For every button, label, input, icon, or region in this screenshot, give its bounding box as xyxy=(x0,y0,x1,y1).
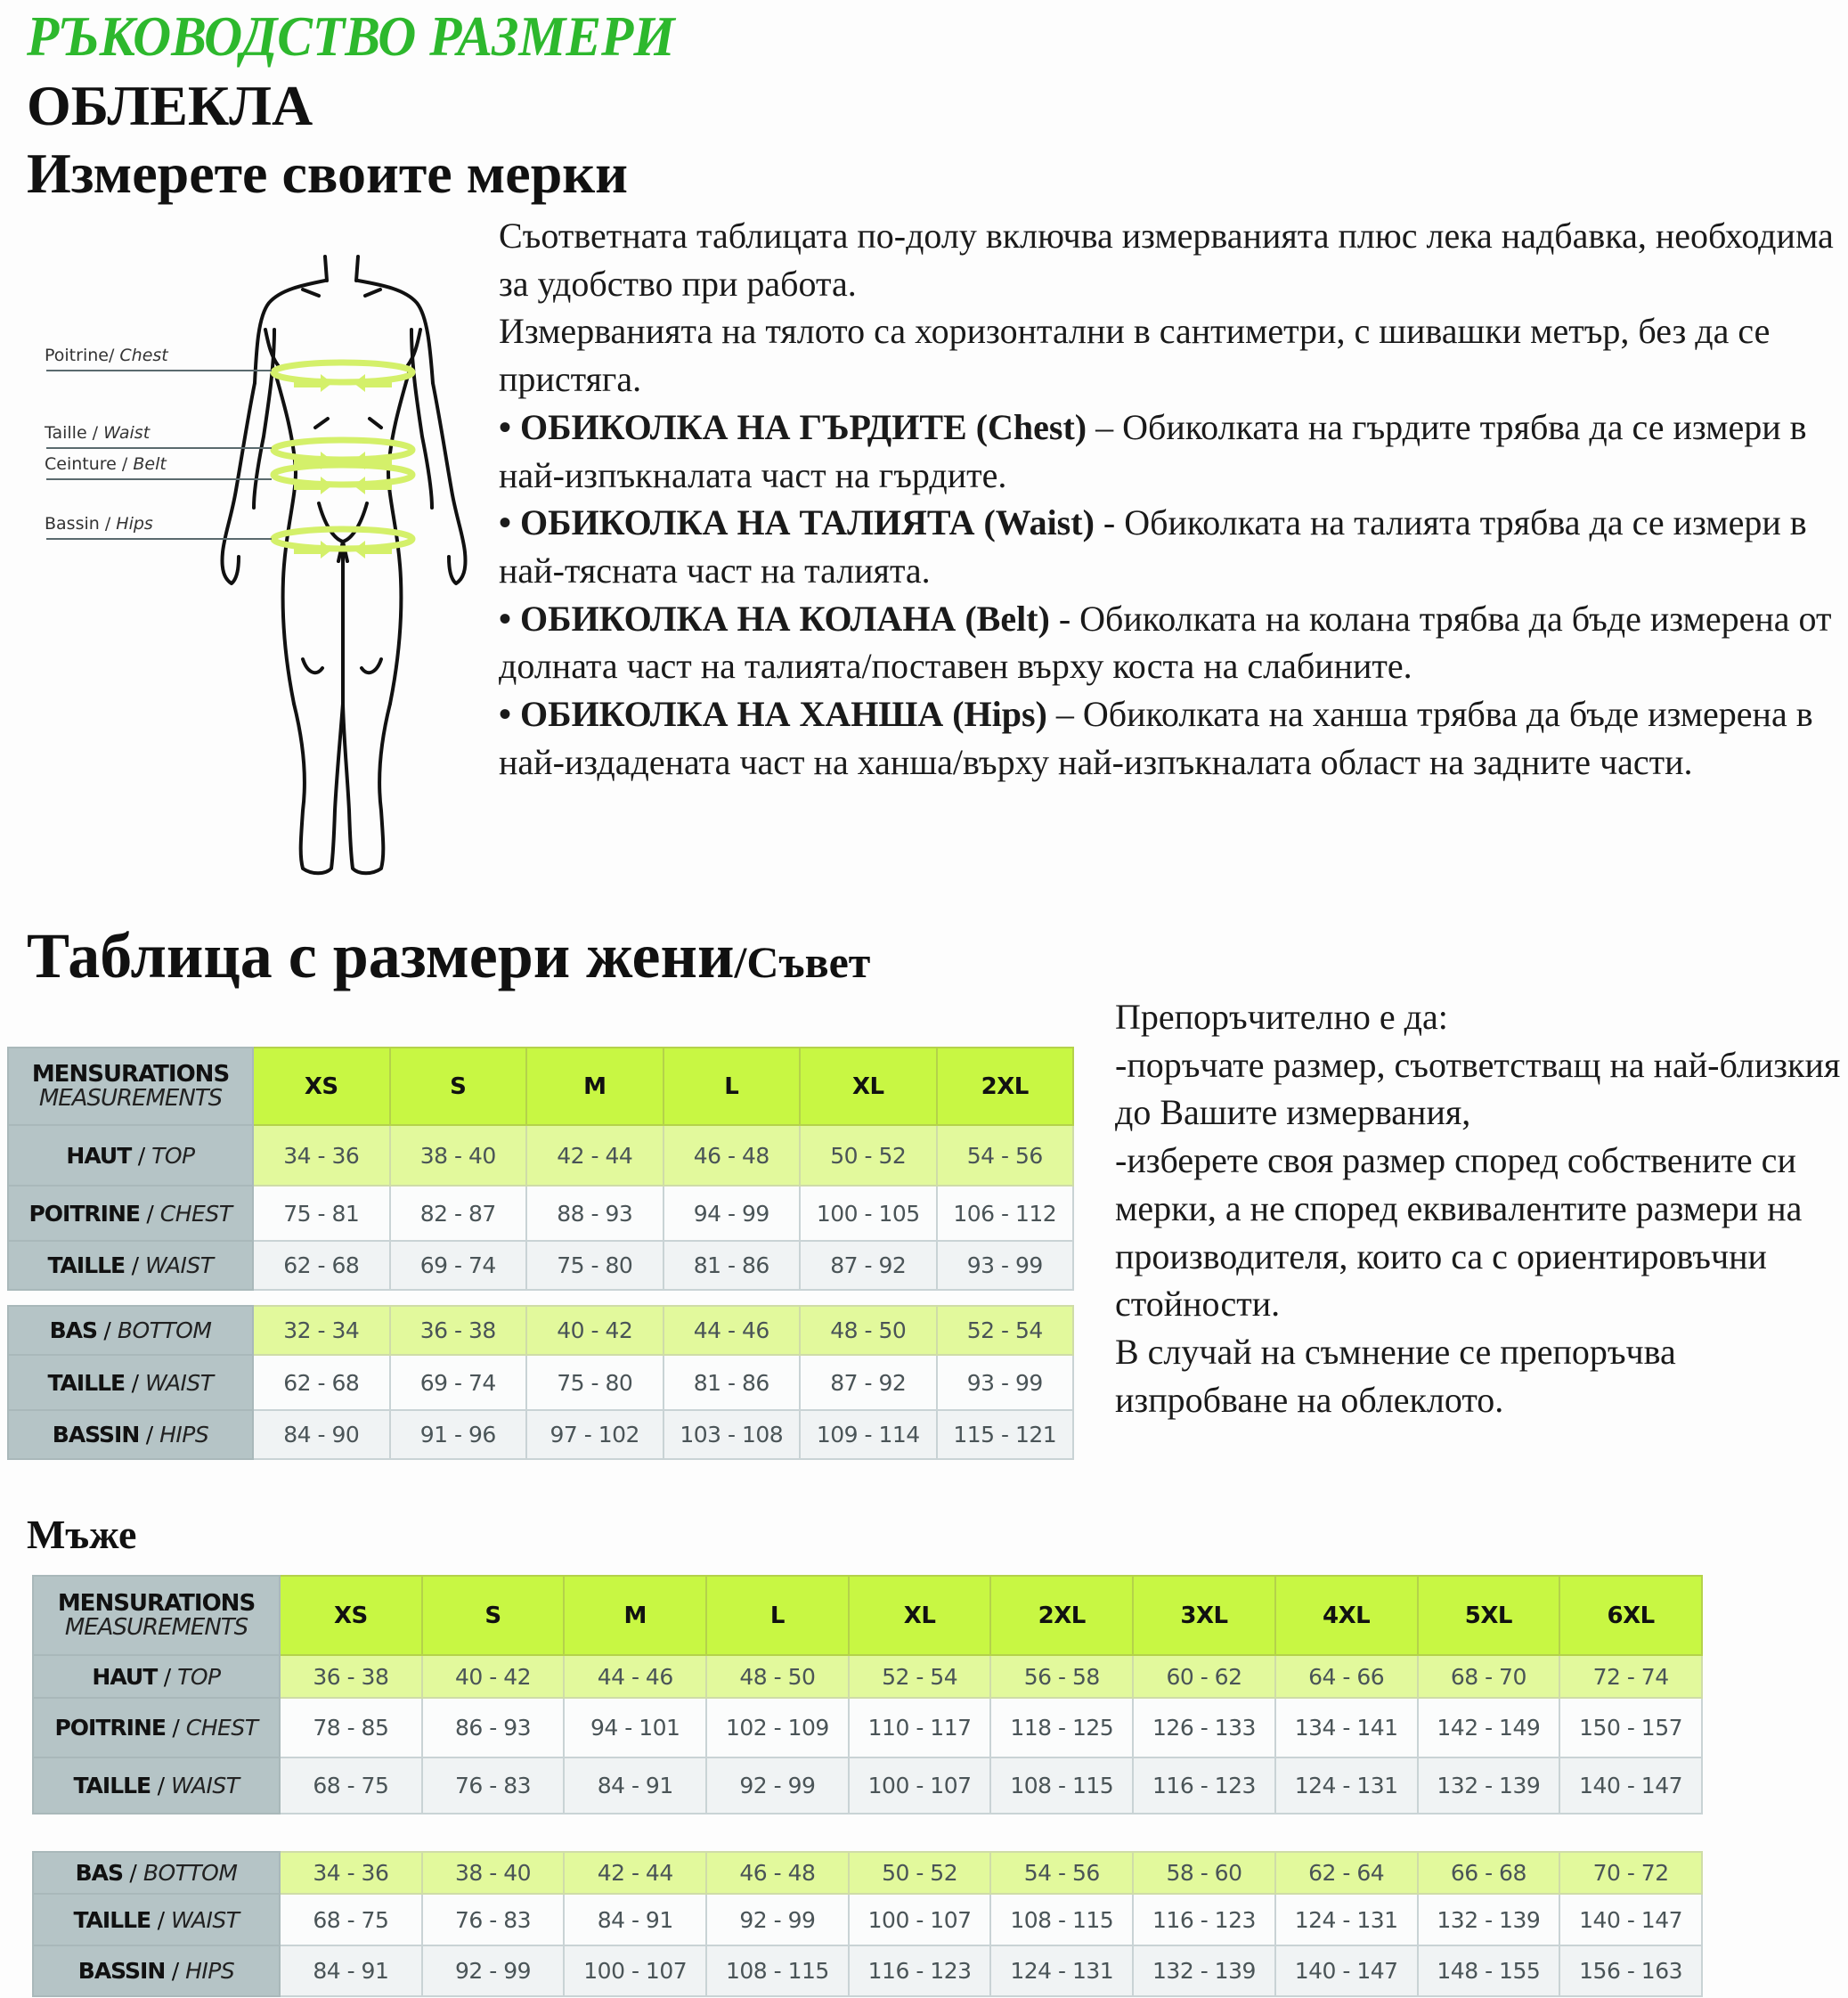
table-cell: 108 - 115 xyxy=(706,1945,849,1996)
table-cell: 84 - 91 xyxy=(280,1945,422,1996)
header-label-en: MEASUREMENTS xyxy=(38,1084,223,1112)
table-cell: 70 - 72 xyxy=(1559,1852,1702,1894)
table-cell: 109 - 114 xyxy=(800,1410,937,1459)
size-header-2xl: 2XL xyxy=(937,1048,1074,1125)
table-cell: 66 - 68 xyxy=(1418,1852,1560,1894)
row-label-fr: HAUT xyxy=(92,1663,158,1690)
table-cell: 46 - 48 xyxy=(706,1852,849,1894)
table-cell: 118 - 125 xyxy=(990,1698,1133,1757)
belt-label: Ceinture / Belt xyxy=(45,454,167,474)
table-cell: 34 - 36 xyxy=(253,1125,390,1186)
size-header-xs: XS xyxy=(280,1576,422,1655)
women-size-table-top xyxy=(7,1047,1074,1291)
row-label-separator: / xyxy=(131,1142,152,1169)
table-cell: 62 - 68 xyxy=(253,1241,390,1290)
row-label xyxy=(8,1410,253,1459)
row-label-en: BOTTOM xyxy=(117,1317,212,1343)
table-cell: 50 - 52 xyxy=(849,1852,991,1894)
table-row-top xyxy=(8,1125,1073,1186)
table-cell: 88 - 93 xyxy=(526,1186,663,1241)
table-cell: 84 - 90 xyxy=(253,1410,390,1459)
row-label-en: WAIST xyxy=(170,1773,240,1798)
table-cell: 116 - 123 xyxy=(849,1945,991,1996)
row-label-fr: TAILLE xyxy=(73,1773,151,1798)
table-row-waist xyxy=(8,1355,1073,1410)
women-size-table-bottom xyxy=(7,1305,1074,1460)
table-cell: 132 - 139 xyxy=(1133,1945,1275,1996)
table-cell: 44 - 46 xyxy=(663,1306,801,1355)
advice-line: В случай на съмнение се препоръчва изпробване на облеклото. xyxy=(1115,1331,1676,1420)
table-row-hips xyxy=(8,1410,1073,1459)
table-cell: 115 - 121 xyxy=(937,1410,1074,1459)
row-label xyxy=(8,1241,253,1290)
table-row-chest xyxy=(33,1698,1702,1757)
table-row-bottom xyxy=(8,1306,1073,1355)
women-size-table-title: Таблица с размери жени/Съвет xyxy=(27,920,871,991)
intro-paragraph-2: Измерванията на тялото са хоризонтални в сантиметри, с шивашки метър, без да се пристяга. xyxy=(499,311,1771,400)
header-label-fr: MENSURATIONS xyxy=(57,1589,256,1617)
table-row-waist xyxy=(33,1894,1702,1945)
table-cell: 42 - 44 xyxy=(564,1852,706,1894)
row-label-en: CHEST xyxy=(159,1200,232,1227)
advice-line: Препоръчително е да: xyxy=(1115,997,1448,1037)
size-header-s: S xyxy=(422,1576,565,1655)
row-label xyxy=(33,1894,280,1945)
table-cell: 82 - 87 xyxy=(390,1186,527,1241)
hips-label: Bassin / Hips xyxy=(45,514,153,534)
table-cell: 75 - 80 xyxy=(526,1355,663,1410)
row-label-fr: BASSIN xyxy=(52,1422,140,1448)
row-label-separator: / xyxy=(157,1663,178,1690)
table-cell: 75 - 81 xyxy=(253,1186,390,1241)
table-cell: 36 - 38 xyxy=(390,1306,527,1355)
table-cell: 40 - 42 xyxy=(526,1306,663,1355)
row-label-fr: POITRINE xyxy=(54,1715,166,1741)
size-header-row xyxy=(33,1576,1702,1655)
table-cell: 100 - 107 xyxy=(849,1757,991,1814)
table-cell: 100 - 105 xyxy=(800,1186,937,1241)
table-cell: 102 - 109 xyxy=(706,1698,849,1757)
row-label-en: BOTTOM xyxy=(142,1860,238,1886)
table-cell: 78 - 85 xyxy=(280,1698,422,1757)
table-cell: 140 - 147 xyxy=(1275,1945,1418,1996)
size-header-xs: XS xyxy=(253,1048,390,1125)
row-label-fr: BAS xyxy=(75,1860,123,1886)
row-label-separator: / xyxy=(122,1860,143,1886)
table-cell: 48 - 50 xyxy=(800,1306,937,1355)
human-body-outline-icon xyxy=(36,241,481,891)
table-cell: 94 - 99 xyxy=(663,1186,801,1241)
table-cell: 64 - 66 xyxy=(1275,1655,1418,1698)
table-cell: 148 - 155 xyxy=(1418,1945,1560,1996)
row-label-separator: / xyxy=(165,1715,186,1741)
table-cell: 116 - 123 xyxy=(1133,1757,1275,1814)
row-label-fr: TAILLE xyxy=(47,1252,126,1278)
table-cell: 140 - 147 xyxy=(1559,1894,1702,1945)
table-cell: 106 - 112 xyxy=(937,1186,1074,1241)
table-cell: 84 - 91 xyxy=(564,1757,706,1814)
table-cell: 32 - 34 xyxy=(253,1306,390,1355)
hips-instruction: • ОБИКОЛКА НА ХАНША (Hips) – Обиколката на ханша трябва да бъде измерена в най-издадената част на ханша/върху най-изпъкналата област на задните части. xyxy=(499,694,1813,782)
row-label-en: WAIST xyxy=(144,1369,214,1396)
row-label-en: HIPS xyxy=(159,1422,209,1448)
measurements-header-cell xyxy=(8,1048,253,1125)
size-header-xl: XL xyxy=(849,1576,991,1655)
chest-instruction: • ОБИКОЛКА НА ГЪРДИТЕ (Chest) – Обиколката на гърдите трябва да се измери в най-изпъкналата част на гърдите. xyxy=(499,406,1807,495)
table-cell: 116 - 123 xyxy=(1133,1894,1275,1945)
row-label-en: CHEST xyxy=(185,1715,258,1741)
table-cell: 72 - 74 xyxy=(1559,1655,1702,1698)
table-cell: 108 - 115 xyxy=(990,1757,1133,1814)
row-label-fr: BASSIN xyxy=(77,1958,166,1984)
table-cell: 54 - 56 xyxy=(990,1852,1133,1894)
waist-instruction: • ОБИКОЛКА НА ТАЛИЯТА (Waist) - Обиколката на талията трябва да се измери в най-тясната част на талията. xyxy=(499,502,1807,591)
row-label-fr: BAS xyxy=(49,1317,97,1343)
table-cell: 87 - 92 xyxy=(800,1355,937,1410)
men-size-table-bottom xyxy=(32,1851,1703,1997)
table-row-waist xyxy=(8,1241,1073,1290)
table-cell: 93 - 99 xyxy=(937,1241,1074,1290)
table-row-bottom xyxy=(33,1852,1702,1894)
size-advice xyxy=(1115,993,1845,1423)
size-header-l: L xyxy=(663,1048,801,1125)
row-label-fr: TAILLE xyxy=(47,1369,126,1396)
table-cell: 100 - 107 xyxy=(849,1894,991,1945)
table-cell: 94 - 101 xyxy=(564,1698,706,1757)
intro-paragraph-1: Съответната таблицата по-долу включва измерванията плюс лека надбавка, необходима за удобство при работа. xyxy=(499,216,1834,304)
row-label-en: HIPS xyxy=(185,1958,235,1984)
table-cell: 134 - 141 xyxy=(1275,1698,1418,1757)
table-row-chest xyxy=(8,1186,1073,1241)
table-cell: 50 - 52 xyxy=(800,1125,937,1186)
chest-label: Poitrine/ Chest xyxy=(45,346,168,365)
table-cell: 97 - 102 xyxy=(526,1410,663,1459)
row-label-separator: / xyxy=(139,1200,160,1227)
table-row-waist xyxy=(33,1757,1702,1814)
table-cell: 52 - 54 xyxy=(937,1306,1074,1355)
table-row-hips xyxy=(33,1945,1702,1996)
table-cell: 100 - 107 xyxy=(564,1945,706,1996)
table-cell: 156 - 163 xyxy=(1559,1945,1702,1996)
row-label-separator: / xyxy=(96,1317,118,1343)
size-header-5xl: 5XL xyxy=(1418,1576,1560,1655)
table-cell: 62 - 64 xyxy=(1275,1852,1418,1894)
table-cell: 91 - 96 xyxy=(390,1410,527,1459)
header-label-fr: MENSURATIONS xyxy=(31,1060,230,1088)
table-cell: 40 - 42 xyxy=(422,1655,565,1698)
belt-instruction: • ОБИКОЛКА НА КОЛАНА (Belt) - Обиколката на колана трябва да бъде измерена от долната част на талията/поставен върху коста на слабините. xyxy=(499,598,1832,687)
size-header-m: M xyxy=(564,1576,706,1655)
row-label xyxy=(33,1655,280,1698)
size-header-m: M xyxy=(526,1048,663,1125)
table-cell: 68 - 75 xyxy=(280,1757,422,1814)
advice-line: -изберете своя размер според собствените си мерки, а не според еквивалентите размери на производителя, които са с ориентировъчни стойности. xyxy=(1115,1140,1803,1325)
row-label-separator: / xyxy=(165,1958,186,1984)
size-header-s: S xyxy=(390,1048,527,1125)
table-cell: 126 - 133 xyxy=(1133,1698,1275,1757)
table-cell: 42 - 44 xyxy=(526,1125,663,1186)
advice-line: -поръчате размер, съответстващ на най-близкия до Вашите измервания, xyxy=(1115,1044,1841,1133)
table-cell: 76 - 83 xyxy=(422,1757,565,1814)
size-header-row xyxy=(8,1048,1073,1125)
table-cell: 110 - 117 xyxy=(849,1698,991,1757)
row-label-en: WAIST xyxy=(144,1252,214,1278)
row-label-en: TOP xyxy=(177,1663,221,1690)
table-cell: 103 - 108 xyxy=(663,1410,801,1459)
table-cell: 69 - 74 xyxy=(390,1355,527,1410)
table-cell: 124 - 131 xyxy=(1275,1757,1418,1814)
table-cell: 44 - 46 xyxy=(564,1655,706,1698)
table-cell: 34 - 36 xyxy=(280,1852,422,1894)
table-cell: 87 - 92 xyxy=(800,1241,937,1290)
measurement-instructions xyxy=(499,212,1835,786)
table-cell: 132 - 139 xyxy=(1418,1894,1560,1945)
table-cell: 84 - 91 xyxy=(564,1894,706,1945)
row-label xyxy=(33,1852,280,1894)
guide-title: РЪКОВОДСТВО РАЗМЕРИ xyxy=(27,4,675,68)
table-cell: 76 - 83 xyxy=(422,1894,565,1945)
header-label-en: MEASUREMENTS xyxy=(64,1613,248,1641)
row-label xyxy=(33,1945,280,1996)
size-header-6xl: 6XL xyxy=(1559,1576,1702,1655)
size-header-2xl: 2XL xyxy=(990,1576,1133,1655)
table-cell: 62 - 68 xyxy=(253,1355,390,1410)
table-cell: 124 - 131 xyxy=(1275,1894,1418,1945)
table-cell: 150 - 157 xyxy=(1559,1698,1702,1757)
men-size-table-title: Мъже xyxy=(27,1512,137,1557)
table-cell: 108 - 115 xyxy=(990,1894,1133,1945)
table-cell: 75 - 80 xyxy=(526,1241,663,1290)
row-label xyxy=(8,1125,253,1186)
table-cell: 38 - 40 xyxy=(422,1852,565,1894)
table-cell: 46 - 48 xyxy=(663,1125,801,1186)
table-cell: 132 - 139 xyxy=(1418,1757,1560,1814)
row-label xyxy=(33,1698,280,1757)
table-cell: 68 - 70 xyxy=(1418,1655,1560,1698)
measurements-header-cell xyxy=(33,1576,280,1655)
table-cell: 93 - 99 xyxy=(937,1355,1074,1410)
table-cell: 38 - 40 xyxy=(390,1125,527,1186)
row-label-separator: / xyxy=(151,1906,171,1933)
row-label-fr: TAILLE xyxy=(73,1906,151,1933)
table-cell: 92 - 99 xyxy=(706,1757,849,1814)
men-size-table-top xyxy=(32,1575,1703,1815)
table-cell: 36 - 38 xyxy=(280,1655,422,1698)
row-label xyxy=(8,1306,253,1355)
row-label-separator: / xyxy=(125,1252,145,1278)
table-cell: 92 - 99 xyxy=(706,1894,849,1945)
table-cell: 140 - 147 xyxy=(1559,1757,1702,1814)
table-cell: 52 - 54 xyxy=(849,1655,991,1698)
table-cell: 54 - 56 xyxy=(937,1125,1074,1186)
table-cell: 60 - 62 xyxy=(1133,1655,1275,1698)
table-cell: 56 - 58 xyxy=(990,1655,1133,1698)
table-cell: 124 - 131 xyxy=(990,1945,1133,1996)
measure-heading: Измерете своите мерки xyxy=(27,142,629,205)
size-header-4xl: 4XL xyxy=(1275,1576,1418,1655)
table-cell: 48 - 50 xyxy=(706,1655,849,1698)
row-label-separator: / xyxy=(139,1422,160,1448)
row-label xyxy=(8,1186,253,1241)
table-cell: 92 - 99 xyxy=(422,1945,565,1996)
row-label xyxy=(33,1757,280,1814)
size-header-xl: XL xyxy=(800,1048,937,1125)
table-cell: 68 - 75 xyxy=(280,1894,422,1945)
table-cell: 86 - 93 xyxy=(422,1698,565,1757)
clothing-heading: ОБЛЕКЛА xyxy=(27,74,313,137)
size-header-3xl: 3XL xyxy=(1133,1576,1275,1655)
table-cell: 81 - 86 xyxy=(663,1241,801,1290)
table-cell: 142 - 149 xyxy=(1418,1698,1560,1757)
row-label-separator: / xyxy=(125,1369,145,1396)
body-measurement-figure xyxy=(36,241,481,891)
table-cell: 69 - 74 xyxy=(390,1241,527,1290)
waist-label: Taille / Waist xyxy=(45,423,151,443)
row-label-en: WAIST xyxy=(170,1906,240,1933)
row-label-en: TOP xyxy=(151,1142,195,1169)
table-cell: 58 - 60 xyxy=(1133,1852,1275,1894)
row-label-fr: POITRINE xyxy=(28,1200,140,1227)
row-label xyxy=(8,1355,253,1410)
table-cell: 81 - 86 xyxy=(663,1355,801,1410)
table-row-top xyxy=(33,1655,1702,1698)
size-header-l: L xyxy=(706,1576,849,1655)
row-label-fr: HAUT xyxy=(66,1142,132,1169)
row-label-separator: / xyxy=(151,1773,171,1798)
